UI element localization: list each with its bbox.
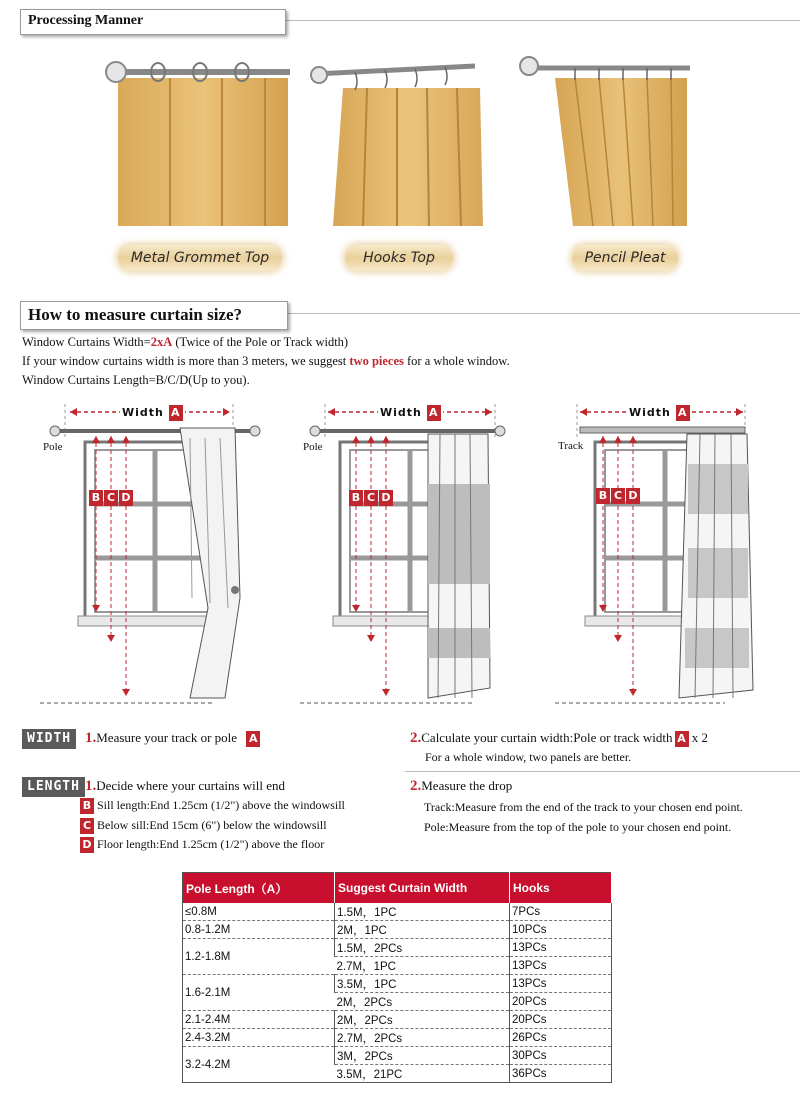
- table-row: [183, 921, 612, 939]
- letter-d-badge: D: [379, 490, 393, 506]
- intro-highlight: 2xA: [150, 335, 173, 349]
- hooks-cell: 36PCs: [510, 1065, 612, 1083]
- measure-title: How to measure curtain size?: [28, 305, 243, 324]
- length-option-d: [80, 837, 324, 853]
- width-cell: 1.5M，1PC: [335, 903, 510, 921]
- grommet-label: Metal Grommet Top: [118, 245, 282, 271]
- width-note: For a whole window, two panels are better.: [425, 750, 632, 764]
- step-text: Calculate your curtain width:Pole or track width: [421, 730, 673, 745]
- window-diagram: [555, 398, 800, 710]
- option-text: Sill length:End 1.25cm (1/2") above the windowsill: [97, 798, 345, 812]
- hooks-cell: 26PCs: [510, 1029, 612, 1047]
- pencil-pleat-curtain-illustration: [515, 48, 695, 230]
- table-row: [183, 1047, 612, 1065]
- track-note: Track:Measure from the end of the track to your chosen end point.: [424, 800, 743, 814]
- diagram-hooks: [300, 398, 530, 710]
- width-cell: 3M，2PCs: [335, 1047, 510, 1065]
- hooks-cell: 7PCs: [510, 903, 612, 921]
- intro-highlight: two pieces: [349, 354, 404, 368]
- length-tag: LENGTH: [22, 777, 85, 797]
- letter-d-badge: D: [119, 490, 133, 506]
- step-number: 1.: [85, 730, 97, 746]
- letter-b-badge: B: [349, 490, 363, 506]
- letter-b-badge: B: [89, 490, 103, 506]
- letter-a-badge: A: [246, 731, 260, 747]
- bcd-labels: [596, 486, 640, 504]
- width-tag: WIDTH: [22, 729, 76, 749]
- grommet-curtain-illustration: [100, 48, 290, 230]
- width-label: [378, 405, 443, 421]
- letter-c-badge: C: [364, 490, 378, 506]
- diagram-grommet: [40, 398, 270, 710]
- width-cell: 1.5M，2PCs: [335, 939, 510, 957]
- bcd-labels: [349, 488, 393, 506]
- table-header-row: [183, 873, 612, 904]
- size-table: [182, 872, 612, 1083]
- letter-c-badge: C: [611, 488, 625, 504]
- letter-a-badge: A: [169, 405, 183, 421]
- step-number: 2.: [410, 778, 422, 794]
- table-row: [183, 903, 612, 921]
- step-number: 2.: [410, 730, 422, 746]
- width-text: Width: [380, 406, 422, 419]
- pole-length-cell: 3.2-4.2M: [183, 1047, 335, 1083]
- letter-b-badge: B: [596, 488, 610, 504]
- letter-a-badge: A: [427, 405, 441, 421]
- length-option-c: [80, 818, 327, 834]
- pole-length-cell: ≤0.8M: [183, 903, 335, 921]
- diagram-track: [555, 398, 800, 710]
- width-cell: 2.7M，1PC: [335, 957, 510, 975]
- width-step-1: [85, 730, 260, 747]
- option-text: Floor length:End 1.25cm (1/2") above the floor: [97, 837, 325, 851]
- pole-length-cell: 1.6-2.1M: [183, 975, 335, 1011]
- pole-length-cell: 1.2-1.8M: [183, 939, 335, 975]
- table-row: [183, 1011, 612, 1029]
- step-text: Measure the drop: [421, 778, 513, 793]
- bcd-labels: [89, 488, 133, 506]
- width-cell: 3.5M，1PC: [335, 975, 510, 993]
- section-divider: [284, 20, 800, 21]
- mount-label: Pole: [43, 441, 63, 453]
- letter-d-badge: D: [80, 837, 94, 853]
- letter-a-badge: A: [675, 731, 689, 747]
- table-row: [183, 939, 612, 957]
- hooks-cell: 20PCs: [510, 993, 612, 1011]
- letter-c-badge: C: [80, 818, 94, 834]
- letter-b-badge: B: [80, 798, 94, 814]
- hooks-cell: 30PCs: [510, 1047, 612, 1065]
- option-text: Below sill:End 15cm (6") below the windowsill: [97, 818, 327, 832]
- mount-label: Pole: [303, 441, 323, 453]
- length-step-2: [410, 778, 512, 795]
- column-header: Suggest Curtain Width: [335, 873, 510, 904]
- step-text: Measure your track or pole: [96, 730, 238, 745]
- column-header: Hooks: [510, 873, 612, 904]
- window-diagram: [300, 398, 530, 710]
- table-row: [183, 975, 612, 993]
- section-divider: [286, 313, 800, 314]
- table-row: [183, 1029, 612, 1047]
- intro-line-3: Window Curtains Length=B/C/D(Up to you).: [22, 373, 250, 387]
- width-cell: 2M，2PCs: [335, 1011, 510, 1029]
- hooks-cell: 10PCs: [510, 921, 612, 939]
- letter-c-badge: C: [104, 490, 118, 506]
- width-label: [120, 405, 185, 421]
- letter-a-badge: A: [676, 405, 690, 421]
- intro-line-2: [22, 354, 510, 369]
- pole-length-cell: 0.8-1.2M: [183, 921, 335, 939]
- length-option-b: [80, 798, 345, 814]
- width-step-2: [410, 730, 708, 747]
- multiplier-text: x 2: [691, 730, 709, 745]
- pencil-pleat-label: Pencil Pleat: [572, 245, 678, 271]
- width-cell: 2M，2PCs: [335, 993, 510, 1011]
- hooks-cell: 13PCs: [510, 975, 612, 993]
- section-divider: [405, 771, 800, 772]
- width-text: Width: [629, 406, 671, 419]
- hooks-cell: 13PCs: [510, 957, 612, 975]
- intro-text: If your window curtains width is more than 3 meters, we suggest: [22, 354, 350, 368]
- intro-text: (Twice of the Pole or Track width): [172, 335, 349, 349]
- length-step-1: [85, 778, 285, 795]
- pole-note: Pole:Measure from the top of the pole to your chosen end point.: [424, 820, 732, 834]
- hooks-cell: 13PCs: [510, 939, 612, 957]
- intro-line-1: [22, 335, 348, 350]
- pole-length-cell: 2.1-2.4M: [183, 1011, 335, 1029]
- pole-length-cell: 2.4-3.2M: [183, 1029, 335, 1047]
- width-label: [627, 405, 692, 421]
- letter-d-badge: D: [626, 488, 640, 504]
- width-cell: 2M，1PC: [335, 921, 510, 939]
- processing-title: Processing Manner: [28, 13, 144, 28]
- step-number: 1.: [85, 778, 97, 794]
- width-cell: 2.7M，2PCs: [335, 1029, 510, 1047]
- hooks-label: Hooks Top: [345, 245, 453, 271]
- intro-text: for a whole window.: [403, 354, 510, 368]
- intro-text: Window Curtains Width=: [22, 335, 151, 349]
- window-diagram: [40, 398, 270, 710]
- mount-label: Track: [558, 440, 584, 452]
- width-text: Width: [122, 406, 164, 419]
- hooks-cell: 20PCs: [510, 1011, 612, 1029]
- hooks-curtain-illustration: [305, 48, 485, 230]
- step-text: Decide where your curtains will end: [96, 778, 286, 793]
- column-header: Pole Length（A）: [183, 873, 335, 904]
- width-cell: 3.5M，21PC: [335, 1065, 510, 1083]
